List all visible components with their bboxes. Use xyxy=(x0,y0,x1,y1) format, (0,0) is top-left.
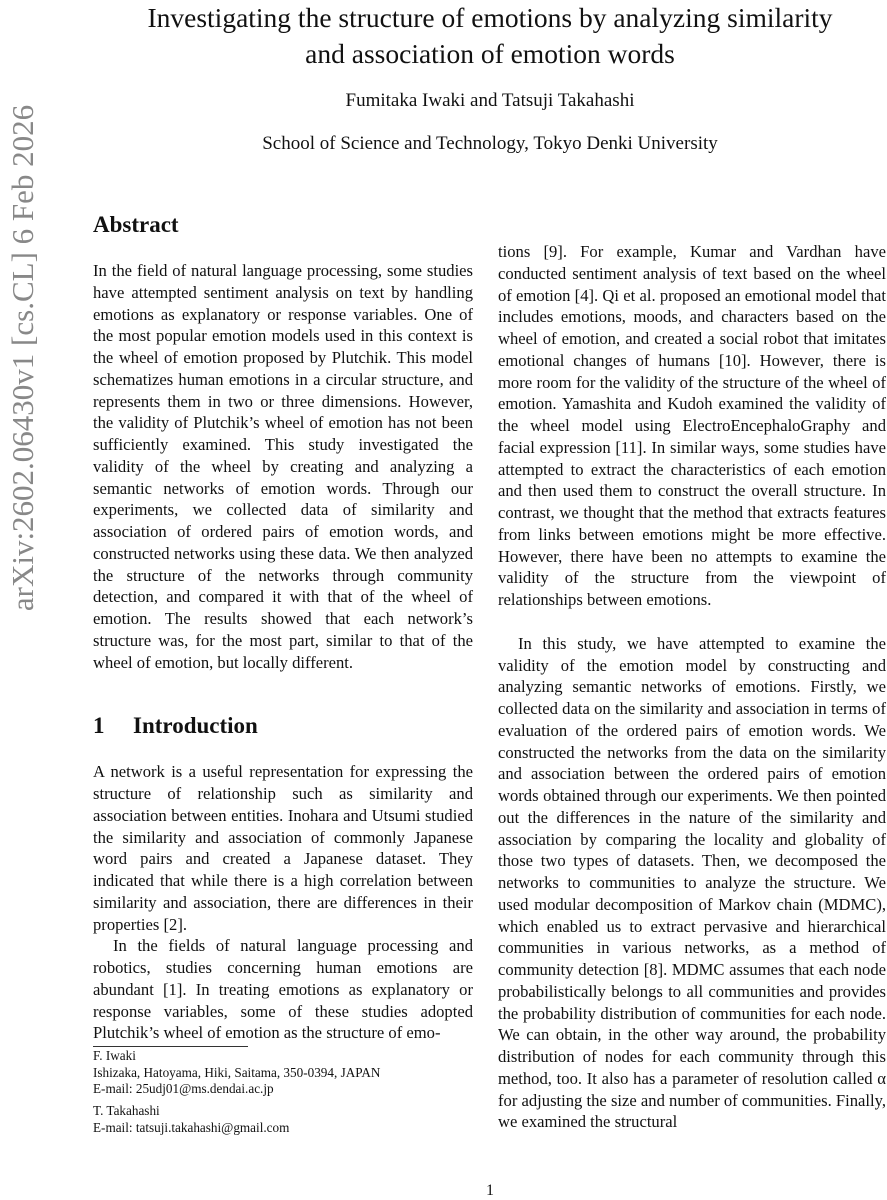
footnote-rule xyxy=(93,1046,248,1047)
footnote-line[interactable]: E-mail: tatsuji.takahashi@gmail.com xyxy=(93,1119,290,1135)
footnote-takahashi xyxy=(93,1103,289,1136)
intro-paragraph-3: In this study, we have attempted to examine the validity of the emotion model by constructing and analyzing semantic networks of emotions. Firstly, we collected data on the similarity and association in terms of evaluation of the ordered pairs of emotion words. We constructed the networks from the data on the similarity and association between the ordered pairs of emotion words obtained through our experiments. We then pointed out the differences in the nature of the similarity and association by comparing the locality and globality of those two types of datasets. Then, we decomposed the networks to communities to analyze the structure. We used modular decomposition of Markov chain (MDMC), which enabled us to extract pervasive and hierarchical communities in various networks, as a method of community detection [8]. MDMC assumes that each node probabilistically belongs to all communities and provides the probability distribution of communities for each node. We can obtain, in the other way around, the probability distribution of nodes for each community through this method, too. It also has a parameter of resolution called α for adjusting the size and number of communities. Finally, we examined the structural xyxy=(498,633,886,1132)
intro-paragraph-2: In the fields of natural language processing and robotics, studies concerning human emotions are abundant [1]. In treating emotions as explanatory or response variables, some of these studies adopted Plutchik’s wheel of emotion as the structure of emo- xyxy=(93,936,473,1043)
footnote-line: T. Takahashi xyxy=(93,1103,160,1118)
abstract-heading: Abstract xyxy=(93,212,179,237)
introduction-heading xyxy=(93,711,473,741)
paper-title xyxy=(90,0,887,72)
abstract-text: In the field of natural language processing, some studies have attempted sentiment analysis on text by handling emotions as explanatory or response variables. One of the most popular emotion models used in this context is the wheel of emotion proposed by Plutchik. This model schematizes human emotions in a circular structure, and represents them in two or three dimensions. However, the validity of Plutchik’s wheel of emotion has not been sufficiently examined. This study investigated the validity of the wheel by creating and analyzing a semantic networks of emotion words. Through our experiments, we collected data of similarity and association of ordered pairs of emotion words, and constructed networks using these data. We then analyzed the structure of the networks through community detection, and compared it with that of the wheel of emotion. The results showed that each network’s structure was, for the most part, similar to that of the wheel of emotion, but locally different. xyxy=(93,261,473,672)
page-number: 1 xyxy=(486,1182,494,1199)
authors: Fumitaka Iwaki and Tatsuji Takahashi xyxy=(345,90,635,111)
intro-paragraph-1: A network is a useful representation for expressing the structure of relationship such as similarity and association between entities. Inohara and Utsumi studied the similarity and association of commonly Japanese word pairs and created a Japanese dataset. They indicated that while there is a high correlation between similarity and association, there are differences in their properties [2]. xyxy=(93,762,473,934)
footnote-line[interactable]: E-mail: 25udj01@ms.dendai.ac.jp xyxy=(93,1081,274,1096)
title-line-2: and association of emotion words xyxy=(305,38,675,69)
intro-paragraph-2-cont: tions [9]. For example, Kumar and Vardhan have conducted sentiment analysis of text based on the wheel of emotion [4]. Qi et al. proposed an emotional model that includes emotions, moods, and characters based on the wheel of emotion, and created a social robot that imitates emotional changes of humans [10]. However, there is more room for the validity of the structure of the wheel of emotion. Yamashita and Kudoh examined the validity of the wheel model using ElectroEncephaloGraphy and facial expression [11]. In similar ways, some studies have attempted to extract the characteristics of each emotion and then used them to construct the overall structure. In contrast, we thought that the method that extracts features from links between emotions might be more effective. However, there have been no attempts to examine the validity of the structure from the viewpoint of relationships between emotions. xyxy=(498,242,886,609)
footnote-line: F. Iwaki xyxy=(93,1048,136,1063)
right-column xyxy=(498,241,886,1133)
title-line-1: Investigating the structure of emotions by analyzing similarity xyxy=(147,2,833,33)
affiliation: School of Science and Technology, Tokyo Denki University xyxy=(262,133,718,154)
arxiv-stamp: arXiv:2602.06430v1 [cs.CL] 6 Feb 2026 xyxy=(5,104,40,612)
left-column xyxy=(93,210,473,1044)
footnote-iwaki xyxy=(93,1048,380,1098)
section-title: Introduction xyxy=(133,713,258,739)
section-number: 1 xyxy=(93,713,105,739)
footnote-line: Ishizaka, Hatoyama, Hiki, Saitama, 350-0394, JAPAN xyxy=(93,1064,381,1080)
